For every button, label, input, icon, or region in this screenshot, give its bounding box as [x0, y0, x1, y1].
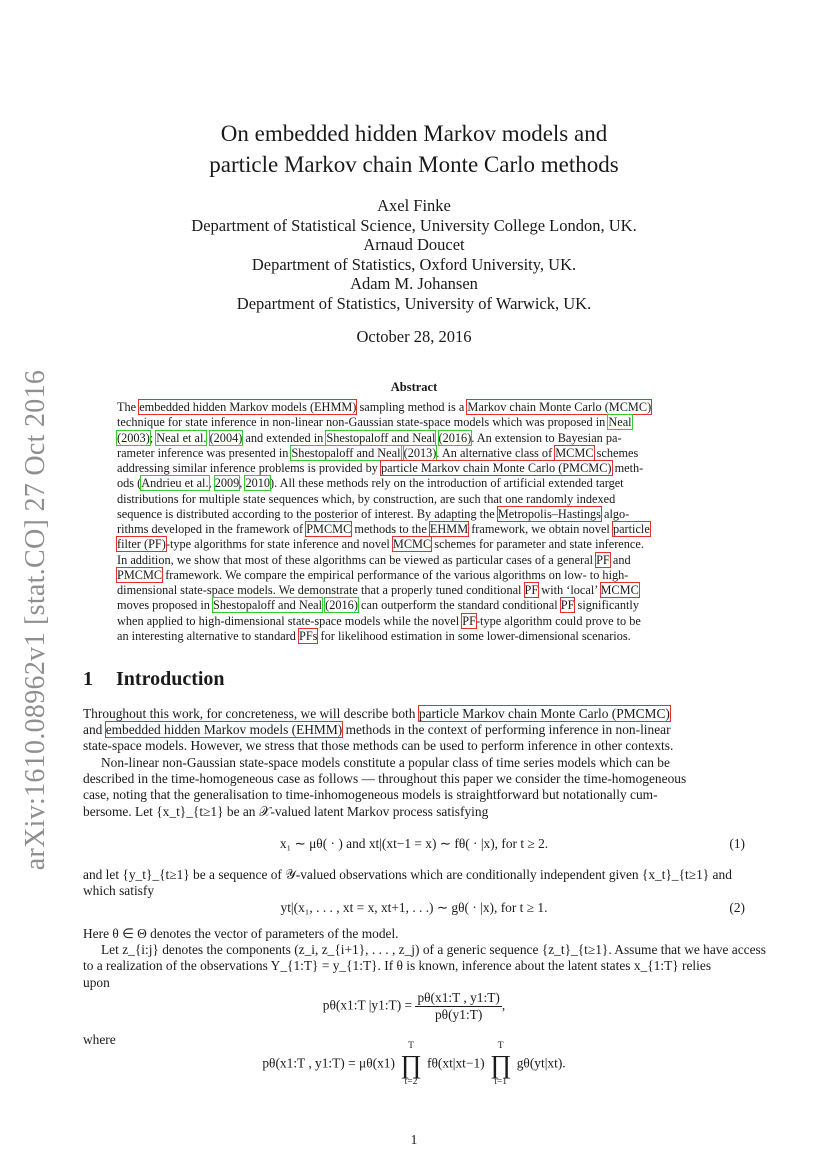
- citation-link[interactable]: 2010: [245, 476, 271, 491]
- text-segment: algo-: [600, 506, 630, 521]
- equation-4-body: [83, 1042, 745, 1087]
- text-segment: and extended in: [242, 430, 327, 445]
- acronym-link[interactable]: EHMM: [429, 522, 469, 536]
- intro-paragraph-1: [83, 706, 745, 755]
- citation-link[interactable]: Neal et al.: [156, 430, 207, 445]
- text-segment: schemes: [593, 445, 639, 460]
- text-segment: sampling method is a: [356, 400, 468, 414]
- citation-link[interactable]: (2013): [403, 445, 437, 460]
- citation-link[interactable]: (2003): [117, 430, 150, 445]
- text-segment: . An extension to Bayesian pa-: [471, 430, 622, 445]
- text-line: bersome. Let {x_t}_{t≥1} be an 𝒳-valued latent Markov process satisfying: [83, 803, 489, 819]
- text-segment: sequence is distributed according to the posterior of interest. By adapting the: [117, 506, 498, 521]
- text-line: [117, 598, 713, 613]
- equation-4-lhs: pθ(x1:T , y1:T) = μθ(x1): [262, 1055, 395, 1071]
- text-segment: ,: [239, 476, 246, 491]
- author-name: Arnaud Doucet: [363, 235, 465, 254]
- product-operator: [490, 1042, 511, 1087]
- acronym-link[interactable]: embedded hidden Markov models (EHMM): [139, 400, 357, 414]
- equation-1: [83, 836, 745, 854]
- text-line: [83, 738, 745, 754]
- text-line: which satisfy: [83, 883, 155, 899]
- citation-link[interactable]: (2004): [209, 430, 243, 445]
- text-segment: with ‘local’: [538, 583, 601, 597]
- text-segment: and: [83, 722, 106, 738]
- paragraph-3: [83, 867, 745, 899]
- product-upper-limit: T: [497, 1041, 504, 1051]
- text-segment: and: [609, 552, 631, 567]
- section-number: 1: [83, 668, 93, 690]
- text-line: [117, 568, 713, 583]
- text-line: [83, 706, 745, 722]
- text-segment: when applied to high-dimensional state-space models while the novel: [117, 613, 463, 628]
- text-line: case, noting that the generalisation to time-inhomogeneous models is straightforward but notationally cum-: [83, 787, 658, 803]
- product-lower-limit: t=2: [404, 1076, 418, 1087]
- where-label: where: [83, 1032, 116, 1047]
- text-line: [117, 492, 713, 507]
- text-segment: -type algorithms for state inference and novel: [165, 537, 393, 552]
- text-segment: an interesting alternative to standard: [117, 628, 299, 643]
- citation-link[interactable]: Shestopaloff and Neal: [326, 430, 436, 445]
- text-segment: Throughout this work, for concreteness, we will describe both: [83, 706, 419, 721]
- acronym-link[interactable]: PMCMC: [117, 567, 163, 582]
- text-segment: -type algorithm could prove to be: [475, 613, 641, 628]
- abstract-heading: Abstract: [390, 380, 438, 394]
- acronym-link[interactable]: embedded hidden Markov models (EHMM): [105, 722, 343, 738]
- text-segment: meth-: [611, 461, 644, 475]
- acronym-link[interactable]: PFs: [299, 628, 318, 643]
- citation-link[interactable]: Neal: [608, 415, 632, 430]
- text-segment: ;: [149, 430, 157, 445]
- text-line: [117, 400, 713, 415]
- equation-3-fraction: [415, 990, 501, 1023]
- equation-4: [83, 1042, 745, 1090]
- fraction-denominator: pθ(y1:T): [434, 1007, 483, 1022]
- text-line: [117, 415, 713, 430]
- acronym-link[interactable]: particle Markov chain Monte Carlo (PMCMC): [380, 461, 612, 475]
- text-segment: moves proposed in: [117, 598, 213, 613]
- text-line: [117, 553, 713, 568]
- text-line: [117, 461, 713, 476]
- title-line-2: particle Markov chain Monte Carlo methods: [209, 152, 619, 177]
- product-upper-limit: T: [408, 1041, 414, 1051]
- acronym-link[interactable]: Markov chain Monte Carlo (MCMC): [467, 400, 652, 414]
- text-segment: addressing similar inference problems is provided by: [117, 461, 381, 475]
- text-line: [117, 583, 713, 598]
- acronym-link[interactable]: PF: [524, 583, 539, 597]
- title-line-1: On embedded hidden Markov models and: [220, 121, 608, 146]
- equation-3-body: pθ(x1:T |y1:T) = $\frac{p\theta(x1:T , y1:T)}{p\theta(y1:T)}$ ,: [322, 990, 506, 1022]
- text-segment: distributions for multiple state sequences which, by construction, are such that one randomly indexed: [117, 491, 616, 506]
- acronym-link[interactable]: PF: [462, 613, 476, 628]
- acronym-link[interactable]: MCMC: [555, 445, 594, 460]
- text-segment: framework, we obtain novel: [468, 522, 613, 536]
- citation-link[interactable]: Shestopaloff and Neal: [291, 445, 401, 460]
- text-line: [117, 522, 713, 537]
- acronym-link[interactable]: MCMC: [392, 537, 432, 552]
- text-line: [117, 614, 713, 629]
- text-segment: state-space models. However, we stress that those methods can be used to perform inference in other contexts.: [83, 738, 674, 754]
- equation-2: [83, 900, 745, 918]
- text-segment: . An alternative class of: [436, 445, 556, 460]
- equation-3-lhs: pθ(x1:T |y1:T) =: [322, 997, 413, 1013]
- text-segment: significantly: [574, 598, 639, 613]
- text-segment: ,: [208, 476, 215, 491]
- text-line: Here θ ∈ Θ denotes the vector of parameters of the model.: [83, 926, 399, 941]
- intro-paragraph-2: [83, 755, 745, 820]
- text-line: [117, 476, 713, 491]
- product-symbol: ∏: [489, 1049, 512, 1079]
- paragraph-4: [83, 926, 766, 991]
- equation-3: [83, 990, 745, 1026]
- text-segment: technique for state inference in non-linear non-Gaussian state-space models which was proposed in: [117, 415, 609, 430]
- arxiv-identifier: arXiv:1610.08962v1 [stat.CO] 27 Oct 2016: [20, 369, 51, 871]
- author-name: Adam M. Johansen: [350, 274, 478, 293]
- author-name: Axel Finke: [377, 196, 451, 215]
- acronym-link[interactable]: filter (PF): [117, 537, 166, 552]
- citation-link[interactable]: (2016): [325, 598, 358, 613]
- section-title: Introduction: [116, 668, 225, 690]
- text-segment: ). All these methods rely on the introduction of artificial extended target: [270, 476, 624, 491]
- text-segment: In addition, we show that most of these algorithms can be viewed as particular cases of a general: [117, 552, 597, 567]
- text-line: described in the time-homogeneous case as follows — throughout this paper we consider the time-homogeneous: [83, 771, 687, 787]
- equation-1-body: x₁ ∼ μθ( · ) and xt|(xt−1 = x) ∼ fθ( · |x), for t ≥ 2.: [279, 836, 549, 851]
- citation-link[interactable]: Shestopaloff and Neal: [212, 598, 323, 613]
- author-block: [0, 196, 828, 313]
- text-segment: ods (: [117, 476, 142, 491]
- acronym-link[interactable]: Metropolis–Hastings: [497, 506, 601, 521]
- text-segment: dimensional state-space models. We demonstrate that a properly tuned conditional: [117, 583, 525, 597]
- text-line: Non-linear non-Gaussian state-space models constitute a popular class of time series models which can be: [101, 755, 670, 770]
- paper-title: [0, 118, 828, 180]
- text-segment: framework. We compare the empirical performance of the various algorithms on low- to high-: [162, 567, 629, 582]
- text-segment: methods in the context of performing inference in non-linear: [342, 722, 671, 738]
- section-heading: [83, 668, 225, 691]
- text-line: [117, 629, 713, 644]
- author-affiliation: Department of Statistics, University of Warwick, UK.: [236, 293, 592, 313]
- product-operator: [400, 1042, 421, 1087]
- fraction-numerator: pθ(x1:T , y1:T): [417, 990, 500, 1005]
- text-segment: schemes for parameter and state inference.: [431, 537, 644, 552]
- author-affiliation: Department of Statistics, Oxford University, UK.: [251, 254, 577, 274]
- text-line: [117, 507, 713, 522]
- paper-date: October 28, 2016: [356, 327, 472, 346]
- author-affiliation: Department of Statistical Science, University College London, UK.: [191, 215, 637, 235]
- text-line: [83, 722, 745, 738]
- acronym-link[interactable]: particle Markov chain Monte Carlo (PMCMC): [418, 706, 670, 721]
- transition-density: fθ(xt|xt−1): [427, 1055, 485, 1071]
- equation-2-number: (2): [729, 900, 745, 915]
- acronym-link[interactable]: particle: [612, 522, 650, 536]
- text-segment: rameter inference was presented in: [117, 445, 292, 460]
- text-line: upon: [83, 974, 110, 990]
- equation-2-body: yt|(x₁, . . . , xt = x, xt+1, . . .) ∼ gθ( · |x), for t ≥ 1.: [280, 900, 548, 915]
- text-line: Let z_{i:j} denotes the components (z_i, z_{i+1}, . . . , z_j) of a generic sequence {z_t}_{t≥1}. Assume that we have access: [101, 942, 766, 958]
- text-line: to a realization of the observations Y_{1:T} = y_{1:T}. If θ is known, inference about the latent states x_{1:T} relies: [83, 958, 712, 974]
- page-number: 1: [410, 1132, 418, 1147]
- text-segment: rithms developed in the framework of: [117, 522, 307, 536]
- text-line: [117, 446, 713, 461]
- text-line: and let {y_t}_{t≥1} be a sequence of 𝒴-valued observations which are conditionally independent given {x_t}_{t≥1} and: [83, 867, 732, 882]
- text-segment: can outperform the standard conditional: [357, 598, 561, 613]
- equation-1-number: (1): [729, 836, 745, 851]
- acronym-link[interactable]: MCMC: [600, 583, 639, 597]
- citation-link[interactable]: (2016): [438, 430, 472, 445]
- acronym-link[interactable]: PF: [596, 552, 610, 567]
- product-symbol: ∏: [400, 1049, 422, 1079]
- text-segment: The: [117, 400, 140, 414]
- text-line: [117, 431, 713, 446]
- observation-density: gθ(yt|xt).: [516, 1055, 566, 1071]
- arxiv-margin-stamp: [10, 360, 62, 880]
- acronym-link[interactable]: PF: [560, 598, 575, 613]
- product-lower-limit: t=1: [494, 1076, 508, 1087]
- citation-link[interactable]: Andrieu et al.: [141, 476, 209, 491]
- abstract-body: [117, 400, 713, 644]
- text-line: [117, 537, 713, 552]
- text-segment: for likelihood estimation in some lower-dimensional scenarios.: [317, 628, 631, 643]
- text-segment: methods to the: [351, 522, 430, 536]
- citation-link[interactable]: 2009: [214, 476, 240, 491]
- acronym-link[interactable]: PMCMC: [306, 522, 352, 536]
